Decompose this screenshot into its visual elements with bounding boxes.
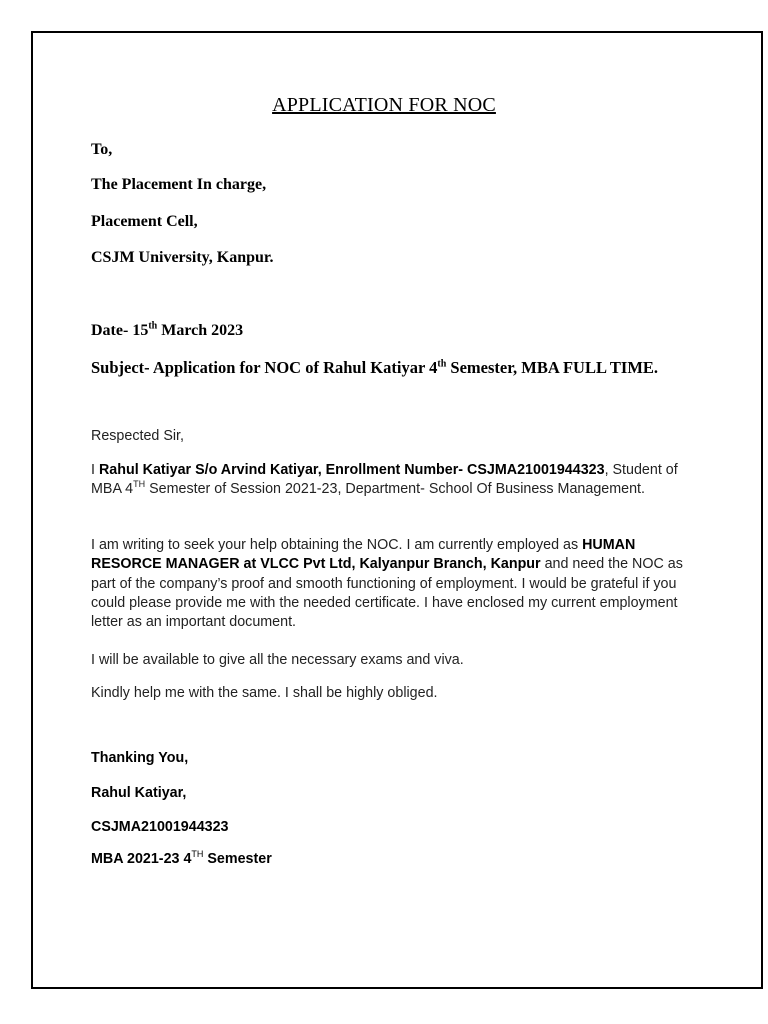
para2-lead: I am writing to seek your help obtaining the NOC. I am currently employed as [91, 537, 583, 553]
para1-rest: Semester of Session 2021-23, Department- School Of Business Management. [145, 481, 645, 498]
recipient-line-1: The Placement In charge, [91, 176, 267, 193]
program-sup: TH [191, 849, 204, 860]
document-title: APPLICATION FOR NOC [272, 94, 496, 116]
subject-prefix: Subject- Application for NOC of Rahul Katiyar 4 [91, 358, 438, 377]
date-sup: th [148, 320, 158, 332]
program-prefix: MBA 2021-23 4 [91, 851, 192, 867]
salutation: Respected Sir, [91, 428, 184, 444]
recipient-line-2: Placement Cell, [91, 213, 198, 230]
page-border [31, 31, 763, 989]
paragraph-4: Kindly help me with the same. I shall be highly obliged. [91, 685, 438, 701]
closing-name: Rahul Katiyar, [91, 785, 187, 801]
program-suffix: Semester [203, 851, 272, 867]
recipient-line-3: CSJM University, Kanpur. [91, 249, 274, 266]
subject-line [91, 358, 658, 378]
para1-after-bold: , Student of MBA 4 [91, 462, 678, 498]
para1-bold: Rahul Katiyar S/o Arvind Katiyar, Enrollment Number- CSJMA21001944323 [98, 462, 605, 478]
date-line [91, 322, 243, 340]
recipient-to: To, [91, 141, 113, 158]
closing-enrollment: CSJMA21001944323 [91, 819, 229, 835]
para2-rest: and need the NOC as part of the company’s proof and smooth functioning of employment. I would be grateful if you could please provide me with the needed certificate. I have enclosed my current employment letter as an important document. [91, 556, 683, 631]
para2-bold: HUMAN RESORCE MANAGER at VLCC Pvt Ltd, Kalyanpur Branch, Kanpur [91, 537, 636, 573]
subject-sup: th [437, 358, 447, 370]
paragraph-3: I will be available to give all the necessary exams and viva. [91, 652, 464, 668]
subject-suffix: Semester, MBA FULL TIME. [446, 358, 659, 377]
para1-sup: TH [133, 479, 146, 490]
para1-lead: I [91, 462, 99, 478]
closing-program [91, 851, 272, 867]
closing-thanks: Thanking You, [91, 750, 189, 766]
date-suffix: March 2023 [157, 322, 244, 339]
date-prefix: Date- 15 [91, 322, 149, 339]
paragraph-1 [91, 461, 691, 500]
paragraph-2 [91, 536, 691, 632]
